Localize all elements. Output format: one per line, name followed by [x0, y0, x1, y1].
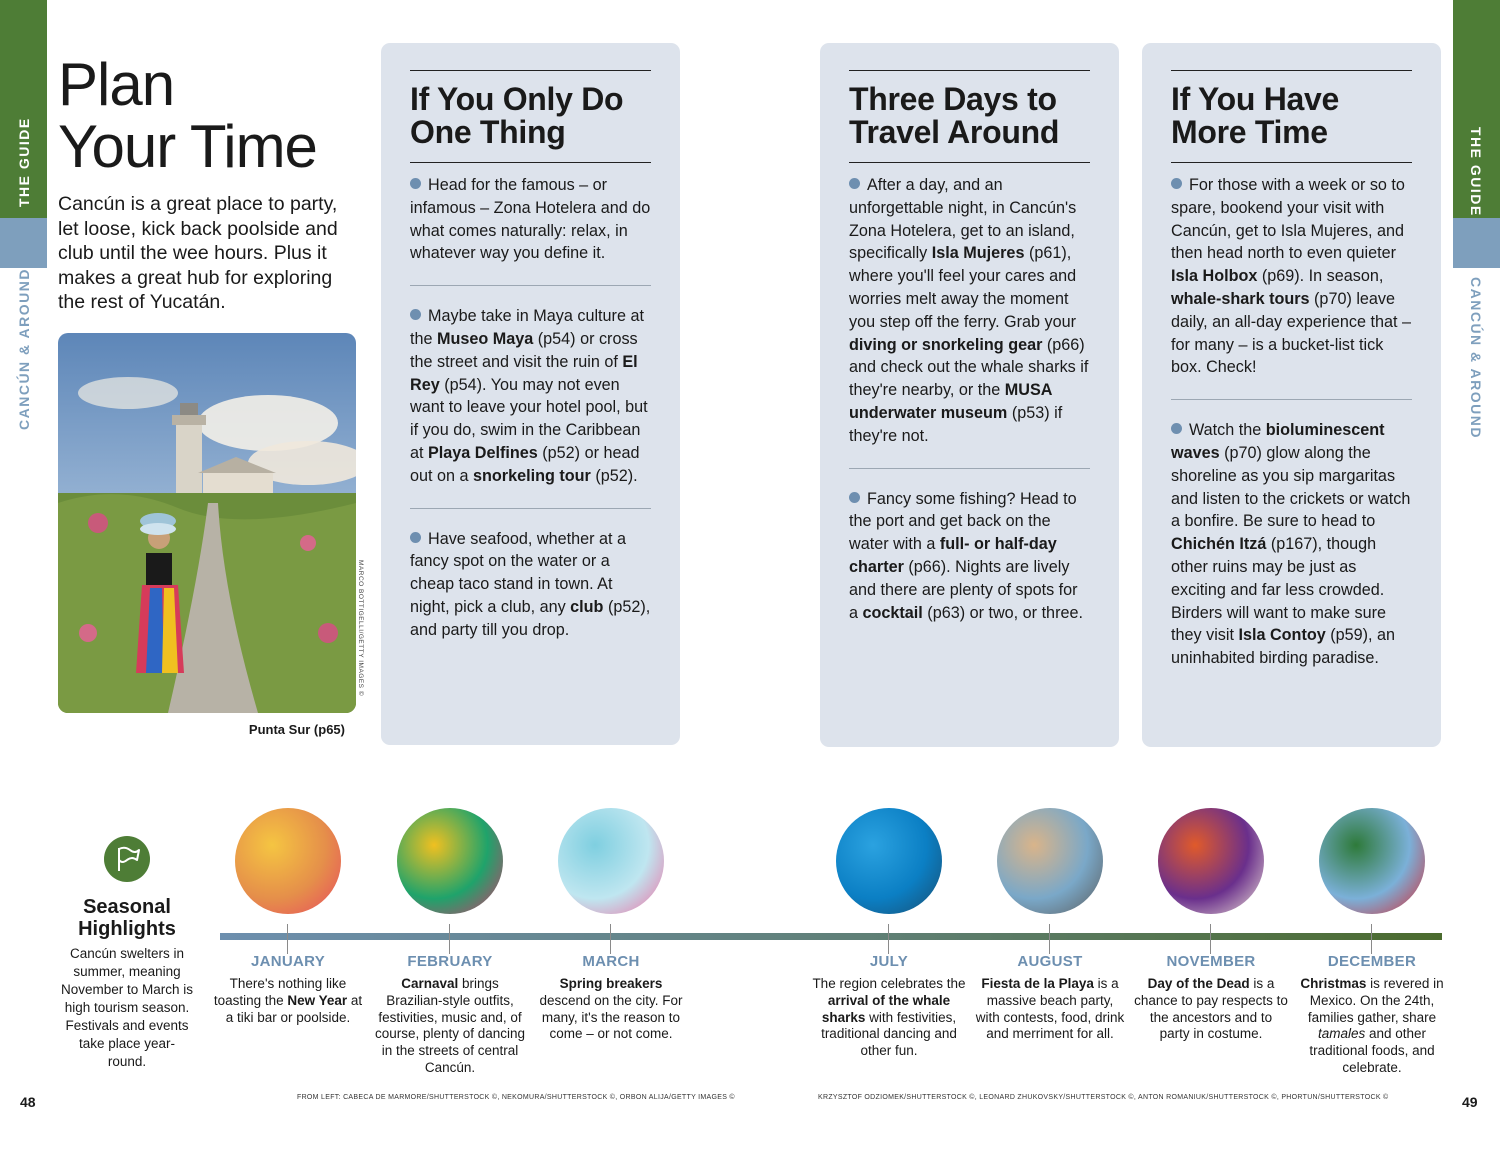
- panel-item: Fancy some fishing? Head to the port and get back on the water with a full- or half-day charter (p66). Nights are lively and there are plenty of spots for a cocktail (p63) or two, or three.: [849, 468, 1090, 645]
- guide-tab-blue: [1453, 218, 1500, 268]
- timeline-text: Carnaval brings Brazilian-style outfits, festivities, music and, of course, plenty of dancing in the streets of central Cancún.: [374, 976, 526, 1075]
- lighthouse-photo: [58, 333, 356, 713]
- panel-heading-rule: [410, 162, 651, 163]
- pool-float-photo: [558, 808, 664, 914]
- panel-title: Three Days to Travel Around: [849, 81, 1060, 150]
- timeline-tick: [610, 924, 611, 954]
- bullet-icon: [1171, 178, 1182, 189]
- lighthouse-illustration: [58, 333, 356, 713]
- panel-item: Head for the famous – or infamous – Zona Hotelera and do what comes naturally: relax, in whatever way you define it.: [410, 176, 651, 263]
- timeline-tick: [449, 924, 450, 954]
- panel-title: If You Have More Time: [1171, 81, 1340, 150]
- timeline-month: FEBRUARY: [407, 953, 493, 970]
- panel-one-thing: [381, 43, 680, 745]
- catrina-photo: [1158, 808, 1264, 914]
- guide-tab-blue: [0, 218, 47, 268]
- guide-tab-label: THE GUIDE: [16, 117, 32, 207]
- photo-credits-left: FROM LEFT: CABECA DE MARMORE/SHUTTERSTOCK ©, NEKOMURA/SHUTTERSTOCK ©, ORBON ALIJA/GETTY IMAGES ©: [297, 1094, 735, 1101]
- bullet-icon: [1171, 423, 1182, 434]
- page-title-line1: Plan: [58, 51, 175, 118]
- flag-icon: [104, 836, 150, 882]
- panel-top-rule: [1171, 70, 1412, 71]
- timeline-month: DECEMBER: [1327, 953, 1417, 970]
- panel-body: [1171, 173, 1412, 690]
- photo-credits-right: KRZYSZTOF ODZIOMEK/SHUTTERSTOCK ©, LEONARD ZHUKOVSKY/SHUTTERSTOCK ©, ANTON ROMANIUK/SHUTTERSTOCK ©, PHORTUN/SHUTTERSTOCK ©: [818, 1094, 1389, 1101]
- page-number-left: 48: [20, 1094, 36, 1110]
- panel-more-time: [1142, 43, 1441, 747]
- bullet-icon: [410, 532, 421, 543]
- timeline-tick: [888, 924, 889, 954]
- carnaval-photo: [397, 808, 503, 914]
- panel-body: [410, 173, 651, 662]
- timeline-text: Christmas is revered in Mexico. On the 24th, families gather, share tamales and other traditional foods, and celebrate.: [1300, 976, 1444, 1075]
- seasonal-title: [62, 896, 192, 940]
- christmas-tree-photo: [1319, 808, 1425, 914]
- bullet-icon: [410, 309, 421, 320]
- seasonal-title-line2: Highlights: [78, 918, 176, 940]
- photo-caption: Punta Sur (p65): [248, 722, 345, 737]
- panel-heading-rule: [849, 162, 1090, 163]
- timeline-month: MARCH: [582, 953, 640, 970]
- timeline-month: NOVEMBER: [1166, 953, 1256, 970]
- panel-heading-rule: [1171, 162, 1412, 163]
- timeline-text: There's nothing like toasting the New Year at a tiki bar or poolside.: [213, 976, 363, 1025]
- beach-party-photo: [997, 808, 1103, 914]
- timeline-month: JANUARY: [250, 953, 326, 970]
- whale-shark-photo: [836, 808, 942, 914]
- bullet-icon: [410, 178, 421, 189]
- timeline-text: Fiesta de la Playa is a massive beach party, with contests, food, drink and merriment for all.: [975, 976, 1125, 1042]
- bullet-icon: [849, 492, 860, 503]
- panel-top-rule: [410, 70, 651, 71]
- panel-body: [849, 173, 1090, 644]
- page-title: [58, 51, 358, 180]
- timeline-tick: [287, 924, 288, 954]
- timeline-text: Spring breakers descend on the city. For many, it's the reason to come – or not come.: [539, 976, 683, 1042]
- seasonal-text: Cancún swelters in summer, meaning November to March is high tourism season. Festivals and events take place year-round.: [60, 946, 194, 1069]
- region-tab-label: CANCÚN & AROUND: [16, 268, 32, 430]
- timeline-tick: [1371, 924, 1372, 954]
- photo-credit: MARCO BOTTIGELLI/GETTY IMAGES ©: [357, 560, 364, 697]
- bullet-icon: [849, 178, 860, 189]
- region-tab-label: CANCÚN & AROUND: [1468, 277, 1484, 439]
- seasonal-title-line1: Seasonal: [83, 896, 171, 918]
- timeline-bar: [220, 933, 1442, 940]
- page-title-line2: Your Time: [58, 113, 317, 180]
- panel-three-days: [820, 43, 1119, 747]
- panel-item: Maybe take in Maya culture at the Museo Maya (p54) or cross the street and visit the ruin of El Rey (p54). You may not even want to leave your hotel pool, but if you do, swim in the Caribbean at Playa Delfines (p52) or head out on a snorkeling tour (p52).: [410, 285, 651, 507]
- timeline-text: The region celebrates the arrival of the whale sharks with festivities, traditional dancing and other fun.: [812, 976, 966, 1059]
- timeline-month: JULY: [869, 953, 909, 970]
- guide-tab-label: THE GUIDE: [1468, 127, 1484, 217]
- timeline-tick: [1210, 924, 1211, 954]
- timeline-tick: [1049, 924, 1050, 954]
- timeline-month: AUGUST: [1017, 953, 1083, 970]
- intro-text: Cancún is a great place to party, let loose, kick back poolside and club until the wee hours. Plus it makes a great hub for exploring the rest of Yucatán.: [58, 193, 338, 313]
- panel-item: Watch the bioluminescent waves (p70) glow along the shoreline as you sip margaritas and listen to the crickets or watch a bonfire. Be sure to head to Chichén Itzá (p167), though other ruins may be just as exciting and far less crowded. Birders will want to make sure they visit Isla Contoy (p59), an uninhabited birding paradise.: [1171, 399, 1412, 690]
- panel-top-rule: [849, 70, 1090, 71]
- timeline-text: Day of the Dead is a chance to pay respects to the ancestors and to party in costume.: [1134, 976, 1288, 1042]
- panel-item: After a day, and an unforgettable night, in Cancún's Zona Hotelera, get to an island, specifically Isla Mujeres (p61), where you'll feel your cares and worries melt away the moment you step off the ferry. Grab your diving or snorkeling gear (p66) and check out the whale sharks if they're nearby, or the MUSA underwater museum (p53) if they're not.: [849, 176, 1089, 445]
- page-number-right: 49: [1462, 1094, 1478, 1110]
- cocktails-photo: [235, 808, 341, 914]
- panel-item: For those with a week or so to spare, bookend your visit with Cancún, get to Isla Mujeres, and then head north to even quieter Isla Holbox (p69). In season, whale-shark tours (p70) leave daily, an all-day experience that – for many – is a bucket-list tick box. Check!: [1171, 176, 1411, 377]
- panel-item: Have seafood, whether at a fancy spot on the water or a cheap taco stand in town. At night, pick a club, any club (p52), and party till you drop.: [410, 508, 651, 662]
- panel-title: If You Only Do One Thing: [410, 81, 624, 150]
